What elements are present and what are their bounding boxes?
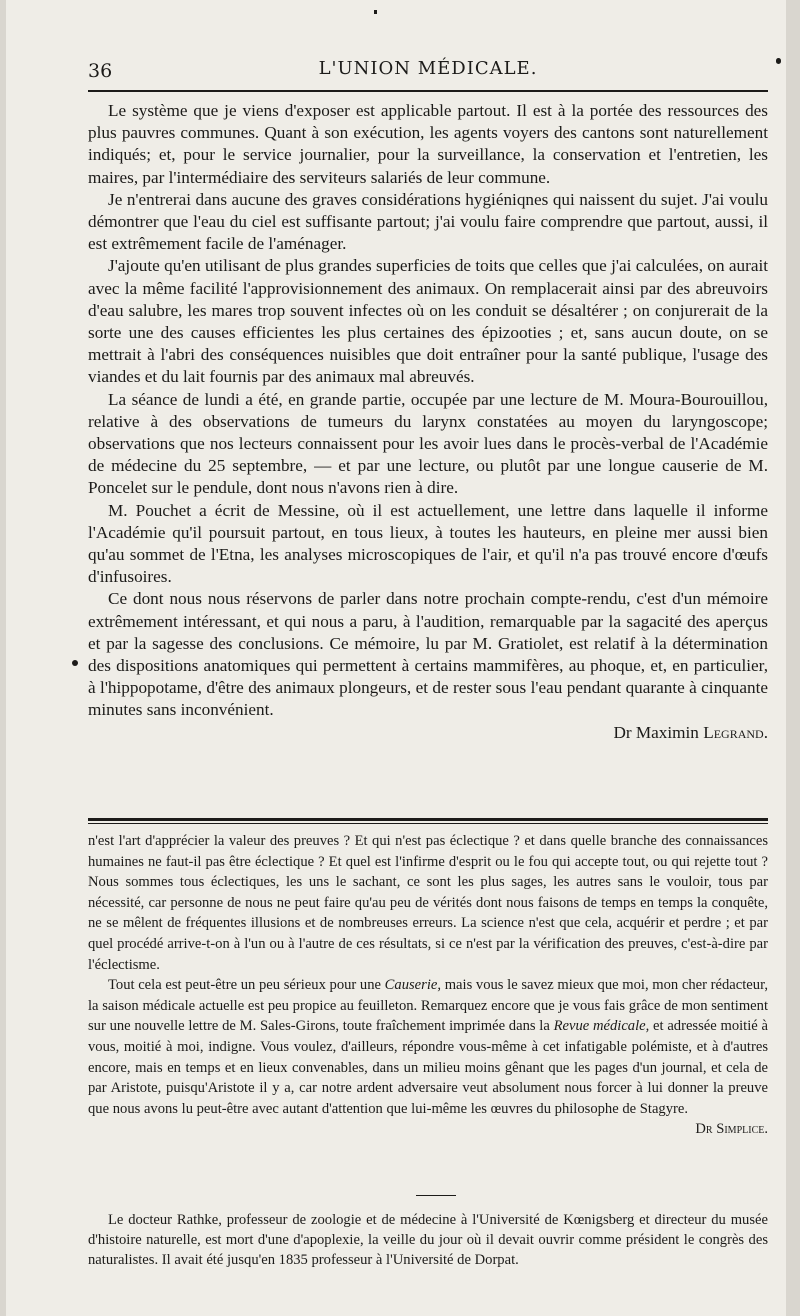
feuilleton-section [88,831,768,1140]
article-paragraph: Je n'entrerai dans aucune des graves considérations hygiéniqnes qui naissent du sujet. J'ai voulu démontrer que l'eau du ciel est suffisante partout; j'ai voulu faire comprendre que partout, aussi, il est extrêmement facile de l'aménager. [88,189,768,254]
news-item [88,1210,768,1270]
text-run: Tout cela est peut-être un peu sérieux pour une [108,977,385,994]
main-article [88,100,768,744]
article-signature [88,722,768,744]
news-paragraph: Le docteur Rathke, professeur de zoologie et de médecine à l'Université de Kœnigsberg et directeur du musée d'histoire naturelle, est mort d'une d'apoplexie, la veille du jour où il devait ouvrir comme président le congrès des naturalistes. Il avait été jusqu'en 1835 professeur à l'Université de Dorpat. [88,1212,768,1268]
italic-term: Revue médicale, [553,1018,650,1035]
section-rule [88,818,768,821]
print-speck [776,58,781,64]
article-paragraph: Ce dont nous nous réservons de parler dans notre prochain compte-rendu, c'est d'un mémoire extrêmement intéressant, et qui nous a paru, à l'audition, remarquable par la sagacité des aperçus et par la sagesse des conclusions. Ce mémoire, lu par M. Gratiolet, est relatif à la détermination des dispositions anatomiques qui permettent à certains mammifères, au phoque, et, en particulier, à l'hippopotame, d'être des animaux plongeurs, et de rester sous l'eau pendant quarante à cinquante minutes sans inconvénient. [88,589,768,720]
section-rule-thin [88,823,768,824]
page-number: 36 [88,60,113,82]
newspaper-page [6,0,786,1316]
feuilleton-paragraph: n'est l'art d'apprécier la valeur des preuves ? Et qui n'est pas éclectique ? et dans quelle branche des connaissances humaines ne faut-il pas être éclectique ? Et quel est l'infirme d'esprit ou le fou qui accepte tout, ou qui rejette tout ? Nous sommes tous éclectiques, les uns le sachant, ce sont les plus sages, les autres sans le vouloir, tous par nécessité, car personne de nous ne peut faire qu'au peu de vérités dont nous faisons de temps en temps la conquête, ne se mêlent de fréquentes illusions et de nombreuses erreurs. La science n'est que cela, acquérir et perdre ; et par quel procédé arrive-t-on à l'un ou à l'autre de ces résultats, si ce n'est par la vérification des preuves, c'est-à-dire par l'éclectisme. [88,833,768,973]
article-paragraph: Le système que je viens d'exposer est applicable partout. Il est à la portée des ressources des plus pauvres communes. Quant à son exécution, les agents voyers des cantons sont naturellement indiqués; et, pour le service journalier, pour la surveillance, la conservation et l'entretien, les maires, par l'intermédiaire des serviteurs salariés de leur commune. [88,101,768,187]
article-paragraph: J'ajoute qu'en utilisant de plus grandes superficies de toits que celles que j'ai calculées, on aurait avec la même facilité l'approvisionnement des animaux. On remplacerait ainsi par des abreuvoirs d'eau salubre, les mares trop souvent infectes où on les conduit se désaltérer ; on conjurerait de la sorte une des causes efficientes les plus certaines des épizooties ; et, sans aucun doute, on se mettrait à l'abri des conséquences nuisibles que doit entraîner pour la santé publique, l'usage des viandes et du lait fournis par des animaux mal abreuvés. [88,256,768,387]
separator-rule [416,1195,456,1196]
text-run: et adressée moitié à vous, moitié à moi, indigne. Vous voulez, d'ailleurs, répondre vous-même à cet infatigable polémiste, et à d'autres encore, mais en temps et en lieux convenables, dans un milieu moins gênant que les pages d'un journal, et cela de par Aristote, puisqu'Aristote il y a, car notre ardent adversaire veut absolument nous forcer à lui donner la preuve que nous avons lu peut-être avec autant d'attention que lui-même les œuvres du philosophe de Stagyre. [88,1018,768,1117]
signature-prefix: Dr Maximin [613,722,699,742]
header-rule [88,90,768,92]
italic-term: Causerie, [384,977,442,994]
page-header [88,58,768,88]
article-paragraph: M. Pouchet a écrit de Messine, où il est actuellement, une lettre dans laquelle il informe l'Académie qu'il poursuit partout, en tous lieux, à toutes les hauteurs, en pleine mer aussi bien qu'au sommet de l'Etna, les analyses microscopiques de l'air, et qu'il n'a pas trouvé encore d'œufs d'infusoires. [88,500,768,587]
print-speck [374,10,377,14]
feuilleton-paragraph [88,975,768,1119]
article-paragraph: La séance de lundi a été, en grande partie, occupée par une lecture de M. Moura-Bourouillou, relative à des observations de tumeurs du larynx constatées au moyen du laryngoscope; observations que nos lecteurs connaissent pour les avoir lues dans le procès-verbal de l'Académie de médecine du 25 septembre, — et par une lecture, ou plutôt par une longue causerie de M. Poncelet sur le pendule, dont nous n'avons rien à dire. [88,389,768,498]
signature-name: Legrand. [703,722,768,742]
print-speck [72,660,78,666]
text-run: mais vous le savez mieux que moi, mon cher rédacteur, la saison médicale actuelle est peu propice au feuilleton. Remarquez encore que je vous fais grâce de mon sentiment sur une nouvelle lettre de M. Sales-Girons, toute fraîchement imprimée dans la [88,977,769,1035]
feuilleton-signature: Dr Simplice. [695,1121,768,1138]
journal-title: L'UNION MÉDICALE. [318,58,538,79]
